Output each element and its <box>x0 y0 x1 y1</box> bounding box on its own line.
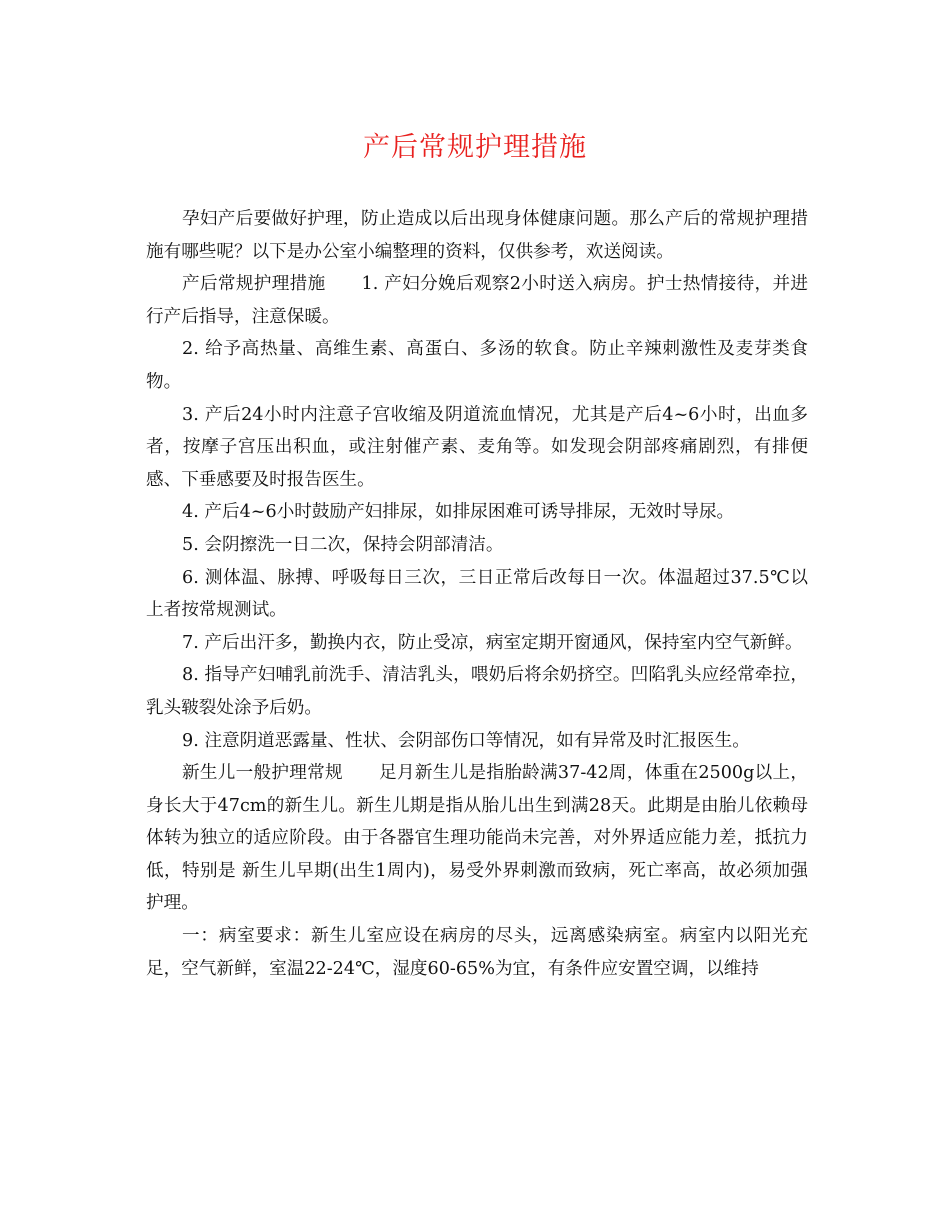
ward-requirements-paragraph: 一：病室要求：新生儿室应设在病房的尽头，远离感染病室。病室内以阳光充足，空气新鲜，室温22-24℃，湿度60-65%为宜，有条件应安置空调，以维持 <box>146 926 808 979</box>
section1-heading: 产后常规护理措施 <box>182 274 326 295</box>
item-1: 1. 产妇分娩后观察2小时送入病房。护士热情接待，并进行产后指导，注意保暖。 <box>146 274 808 327</box>
section1-paragraph <box>146 268 808 333</box>
intro-paragraph: 孕妇产后要做好护理，防止造成以后出现身体健康问题。那么产后的常规护理措施有哪些呢？以下是办公室小编整理的资料，仅供参考，欢送阅读。 <box>146 209 808 262</box>
item-8: 8. 指导产妇哺乳前洗手、清洁乳头，喂奶后将余奶挤空。凹陷乳头应经常牵拉，乳头皲裂处涂予后奶。 <box>146 665 808 718</box>
section2-heading: 新生儿一般护理常规 <box>182 763 343 784</box>
item-2: 2. 给予高热量、高维生素、高蛋白、多汤的软食。防止辛辣刺激性及麦芽类食物。 <box>146 339 808 392</box>
section2-text: 足月新生儿是指胎龄满37-42周，体重在2500g以上，身长大于47cm的新生儿。新生儿期是指从胎儿出生到满28天。此期是由胎儿依赖母体转为独立的适应阶段。由于各器官生理功能尚未完善，对外界适应能力差，抵抗力低，特别是 新生儿早期(出生1周内)，易受外界刺激而致病，死亡率高，故必须加强护理。 <box>146 763 808 914</box>
item-5: 5. 会阴擦洗一日二次，保持会阴部清洁。 <box>182 534 504 555</box>
item-9: 9. 注意阴道恶露量、性状、会阴部伤口等情况，如有异常及时汇报医生。 <box>182 730 750 751</box>
item-3: 3. 产后24小时内注意子宫收缩及阴道流血情况，尤其是产后4~6小时，出血多者，按摩子宫压出积血，或注射催产素、麦角等。如发现会阴部疼痛剧烈，有排便感、下垂感要及时报告医生。 <box>146 404 808 490</box>
section2-paragraph <box>146 757 808 920</box>
document-title: 产后常规护理措施 <box>363 132 587 163</box>
document-body <box>146 203 808 985</box>
item-4: 4. 产后4~6小时鼓励产妇排尿，如排尿困难可诱导排尿，无效时导尿。 <box>182 502 735 523</box>
item-6: 6. 测体温、脉搏、呼吸每日三次，三日正常后改每日一次。体温超过37.5℃以上者按常规测试。 <box>146 567 808 621</box>
item-7: 7. 产后出汗多，勤换内衣，防止受凉，病室定期开窗通风，保持室内空气新鲜。 <box>182 632 803 653</box>
